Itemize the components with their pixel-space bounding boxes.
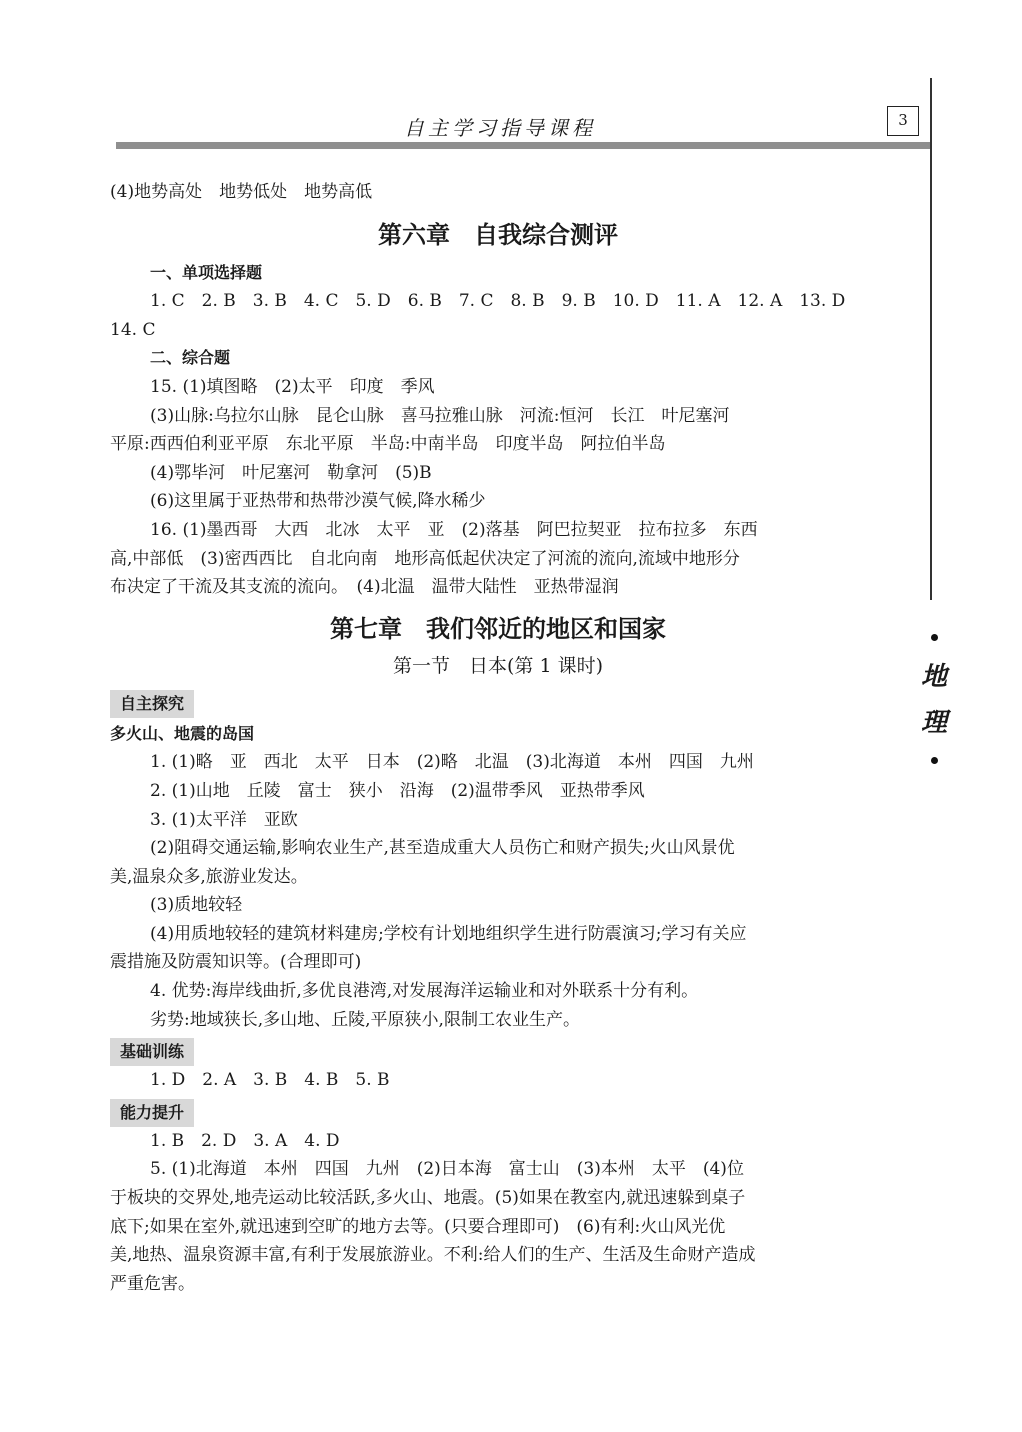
- running-header-title: 自主学习指导课程: [404, 116, 596, 140]
- chapter-6-title: 第六章 自我综合测评: [378, 220, 618, 249]
- answer-line: 于板块的交界处,地壳运动比较活跃,多火山、地震。(5)如果在教室内,就迅速躲到桌子: [110, 1188, 746, 1209]
- right-margin-line: [930, 78, 932, 600]
- header-rule: [116, 142, 930, 149]
- box-heading-row: [110, 1099, 886, 1127]
- box-heading-self-study: 自主探究: [110, 690, 194, 718]
- answer-line: 3. (1)太平洋 亚欧: [150, 809, 298, 830]
- answer-line: 震措施及防震知识等。(合理即可): [110, 952, 362, 973]
- box-heading-ability-improvement: 能力提升: [110, 1099, 194, 1127]
- section-subtitle: 第一节 日本(第 1 课时): [393, 654, 603, 677]
- box-heading-basic-training: 基础训练: [110, 1038, 194, 1066]
- answer-line: (2)阻碍交通运输,影响农业生产,甚至造成重大人员伤亡和财产损失;火山风景优: [150, 838, 735, 859]
- answer-line: 高,中部低 (3)密西西比 自北向南 地形高低起伏决定了河流的流向,流域中地形分: [110, 548, 740, 569]
- answer-line: 14. C: [110, 319, 156, 340]
- answer-line: (4)鄂毕河 叶尼塞河 勒拿河 (5)B: [150, 462, 432, 483]
- answer-line: (6)这里属于亚热带和热带沙漠气候,降水稀少: [150, 491, 486, 512]
- answer-line: 1. C 2. B 3. B 4. C 5. D 6. B 7. C 8. B 9. B 10. D 11. A 12. A 13. D: [150, 291, 846, 312]
- answer-line: 16. (1)墨西哥 大西 北冰 太平 亚 (2)落基 阿巴拉契亚 拉布拉多 东西: [150, 519, 758, 540]
- answer-line: 1. (1)略 亚 西北 太平 日本 (2)略 北温 (3)北海道 本州 四国 九州: [150, 752, 754, 773]
- answer-line: 平原:西西伯利亚平原 东北平原 半岛:中南半岛 印度半岛 阿拉伯半岛: [110, 434, 666, 455]
- answer-line: 1. B 2. D 3. A 4. D: [150, 1130, 340, 1151]
- answer-line: (3)质地较轻: [150, 895, 243, 916]
- answer-line: 严重危害。: [110, 1273, 195, 1294]
- answer-line: 美,地热、温泉资源丰富,有利于发展旅游业。不利:给人们的生产、生活及生命财产造成: [110, 1245, 756, 1266]
- topic-heading: 多火山、地震的岛国: [110, 723, 255, 743]
- answer-line: 美,温泉众多,旅游业发达。: [110, 866, 308, 887]
- chapter-7-title: 第七章 我们邻近的地区和国家: [330, 614, 666, 643]
- answer-line: 布决定了干流及其支流的流向。 (4)北温 温带大陆性 亚热带湿润: [110, 577, 619, 598]
- side-label-char-1: 地: [921, 662, 948, 692]
- answer-line: (4)用质地较轻的建筑材料建房;学校有计划地组织学生进行防震演习;学习有关应: [150, 923, 747, 944]
- side-dot-bottom: [931, 757, 938, 764]
- side-dot-top: [931, 634, 938, 641]
- answer-line: (3)山脉:乌拉尔山脉 昆仑山脉 喜马拉雅山脉 河流:恒河 长江 叶尼塞河: [150, 405, 730, 426]
- answer-line: 2. (1)山地 丘陵 富士 狭小 沿海 (2)温带季风 亚热带季风: [150, 780, 645, 801]
- section-head-single-choice: 一、单项选择题: [150, 262, 263, 282]
- text-line: (4)地势高处 地势低处 地势高低: [110, 182, 373, 202]
- answer-line: 15. (1)填图略 (2)太平 印度 季风: [150, 376, 435, 397]
- answer-line: 4. 优势:海岸线曲折,多优良港湾,对发展海洋运输业和对外联系十分有利。: [150, 981, 699, 1002]
- box-heading-row: [110, 1038, 886, 1066]
- page-content: [110, 178, 886, 1298]
- answer-line: 1. D 2. A 3. B 4. B 5. B: [150, 1070, 390, 1091]
- side-label-char-2: 理: [921, 708, 948, 738]
- page-number: 3: [887, 106, 919, 136]
- answer-line: 5. (1)北海道 本州 四国 九州 (2)日本海 富士山 (3)本州 太平 (4)位: [150, 1159, 744, 1180]
- answer-line: 底下;如果在室外,就迅速到空旷的地方去等。(只要合理即可) (6)有利:火山风光优: [110, 1216, 726, 1237]
- section-head-comprehensive: 二、综合题: [150, 348, 231, 368]
- answer-line: 劣势:地域狭长,多山地、丘陵,平原狭小,限制工农业生产。: [150, 1009, 580, 1030]
- box-heading-row: [110, 690, 886, 718]
